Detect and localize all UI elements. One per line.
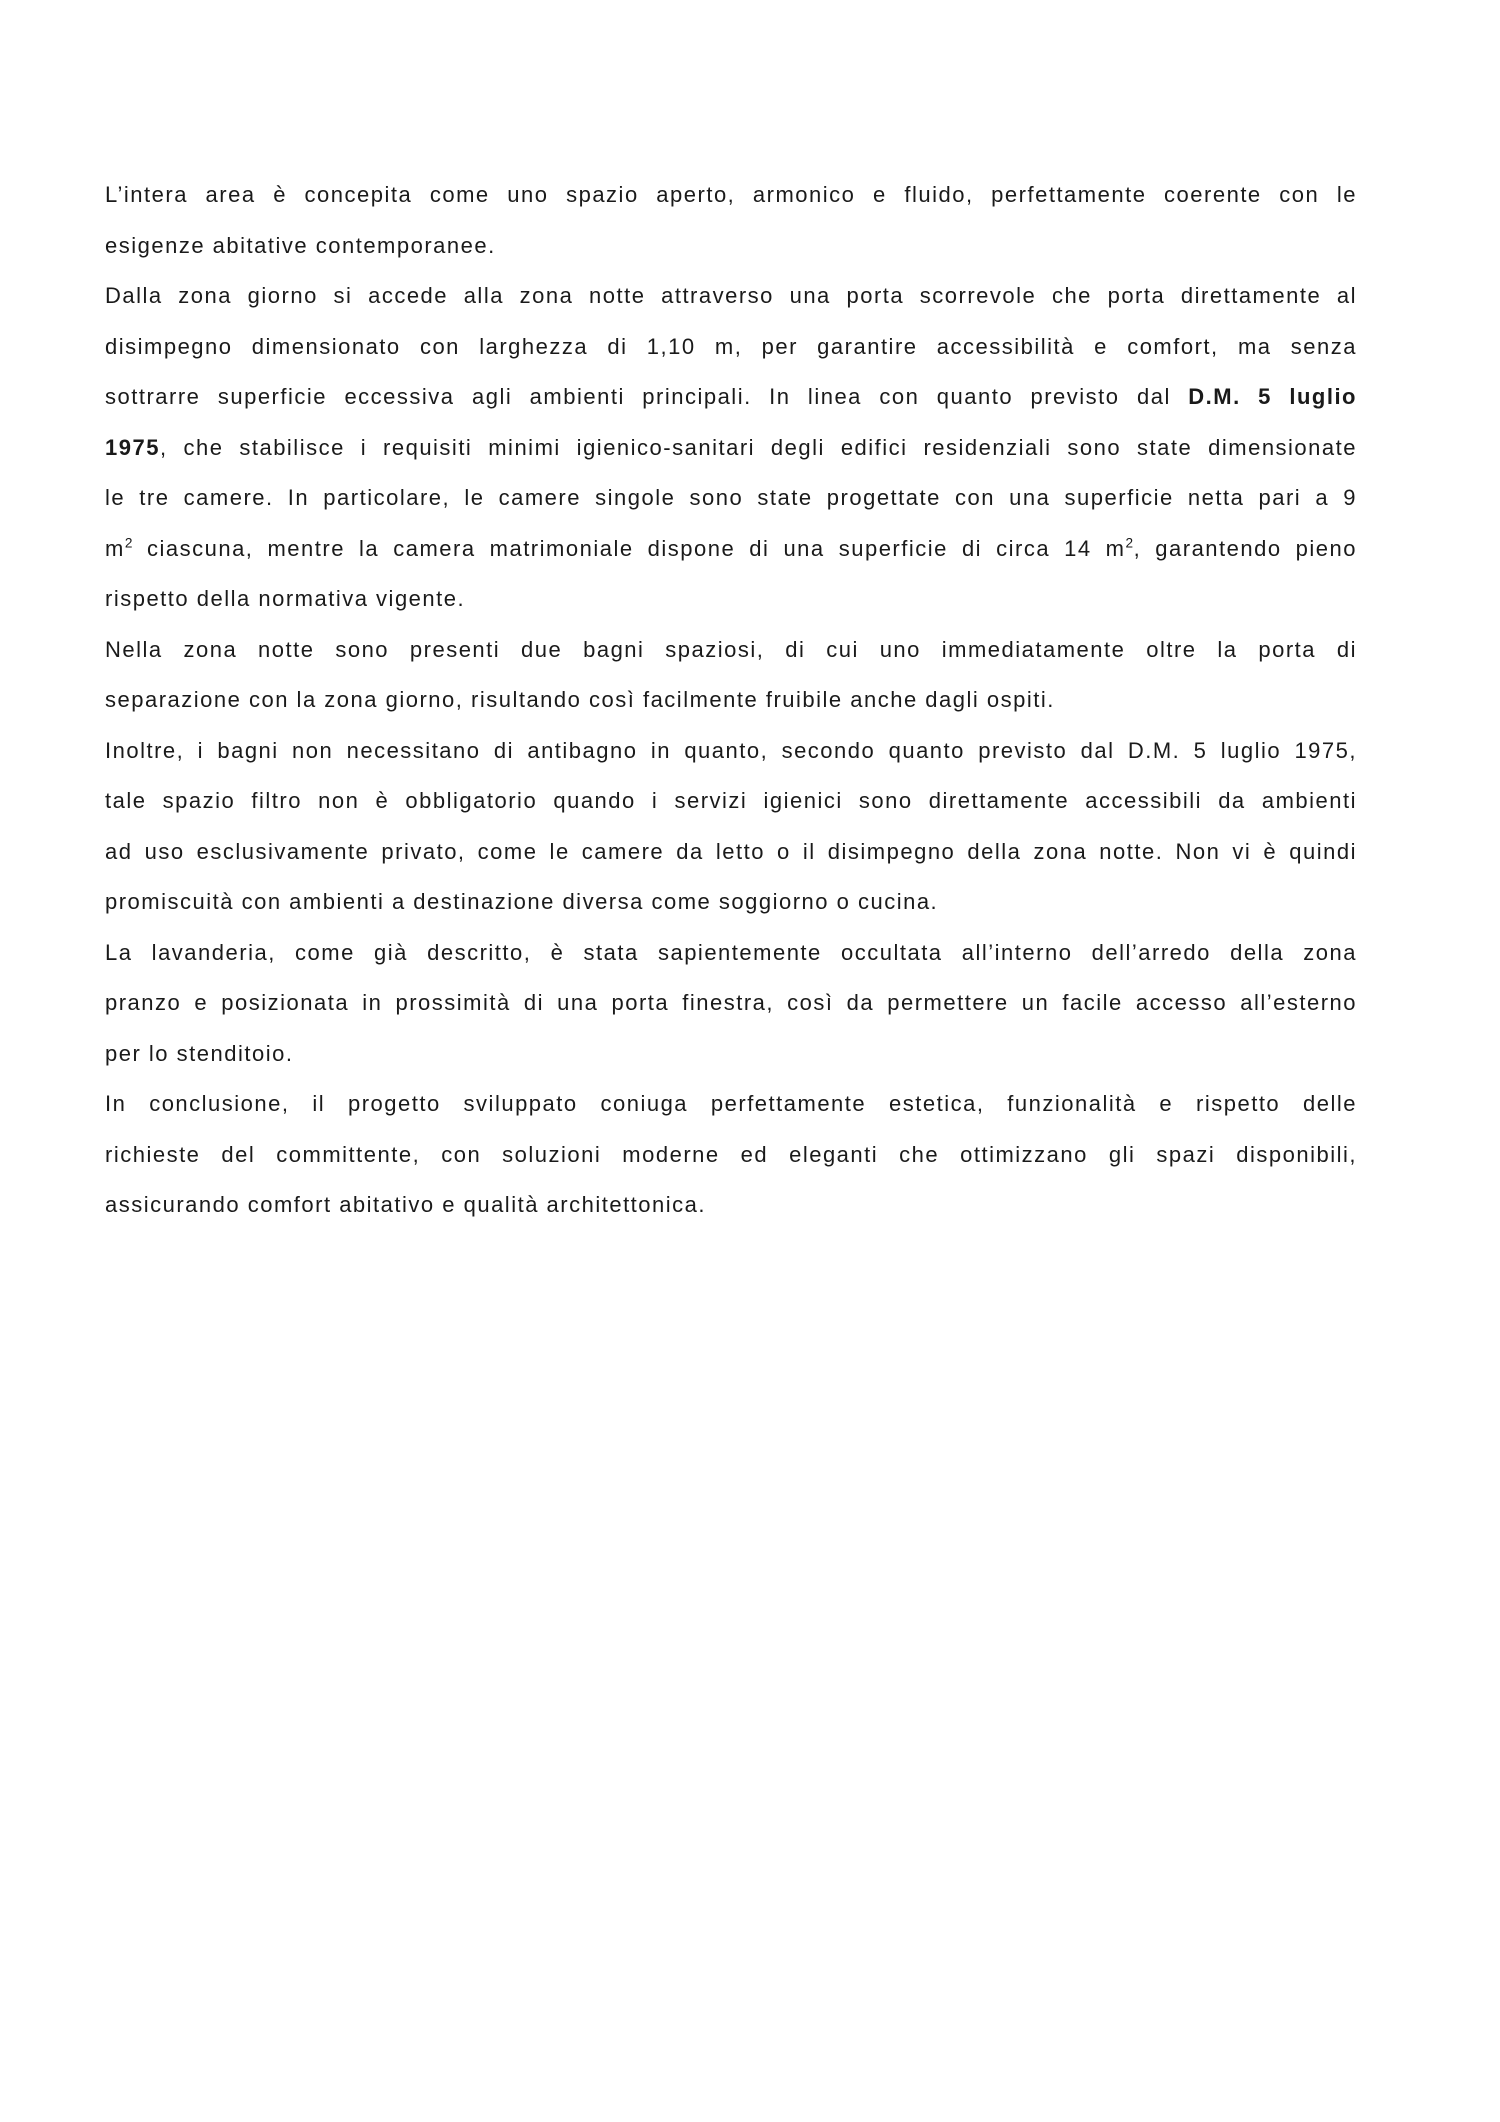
text-run: La lavanderia, come già descritto, è stata sapientemente occultata all’interno dell’arredo della zona <box>105 939 1357 965</box>
paragraph <box>105 625 1357 726</box>
superscript-text: 2 <box>1125 535 1134 551</box>
paragraph <box>105 170 1357 271</box>
paragraph <box>105 1079 1357 1231</box>
text-line <box>105 675 1357 726</box>
text-run: Nella zona notte sono presenti due bagni spaziosi, di cui uno immediatamente oltre la porta di <box>105 636 1357 662</box>
text-run: assicurando comfort abitativo e qualità architettonica. <box>105 1192 707 1217</box>
text-line <box>105 524 1357 575</box>
text-line <box>105 271 1357 322</box>
text-run: , che stabilisce i requisiti minimi igienico-sanitari degli edifici residenziali sono state dimensionate <box>159 434 1357 460</box>
text-line <box>105 726 1357 777</box>
text-line <box>105 1130 1357 1181</box>
text-line <box>105 928 1357 979</box>
text-run: m <box>105 535 125 561</box>
text-line <box>105 423 1357 474</box>
paragraph <box>105 271 1357 625</box>
text-run: L’intera area è concepita come uno spazio aperto, armonico e fluido, perfettamente coerente con le <box>105 182 1357 207</box>
text-line <box>105 827 1357 878</box>
text-line <box>105 170 1357 221</box>
text-run: , garantendo pieno <box>1133 535 1357 561</box>
text-line <box>105 1029 1357 1080</box>
text-line <box>105 978 1357 1029</box>
bold-text: D.M. 5 luglio <box>1188 384 1357 409</box>
text-run: richieste del committente, con soluzioni moderne ed eleganti che ottimizzano gli spazi disponibili, <box>105 1141 1357 1167</box>
text-run: promiscuità con ambienti a destinazione diversa come soggiorno o cucina. <box>105 889 939 914</box>
text-line <box>105 776 1357 827</box>
text-line <box>105 1079 1357 1130</box>
text-line <box>105 625 1357 676</box>
text-line <box>105 473 1357 524</box>
text-line <box>105 574 1357 625</box>
text-run: ad uso esclusivamente privato, come le camere da letto o il disimpegno della zona notte. Non vi è quindi <box>105 838 1357 864</box>
text-run: pranzo e posizionata in prossimità di una porta finestra, così da permettere un facile accesso all’esterno <box>105 990 1357 1015</box>
text-line <box>105 1180 1357 1231</box>
text-run: per lo stenditoio. <box>105 1040 294 1066</box>
text-line <box>105 372 1357 423</box>
text-run: Inoltre, i bagni non necessitano di antibagno in quanto, secondo quanto previsto dal D.M. 5 luglio 1975, <box>105 737 1357 763</box>
text-run: Dalla zona giorno si accede alla zona notte attraverso una porta scorrevole che porta direttamente al <box>105 283 1357 308</box>
text-run: ciascuna, mentre la camera matrimoniale dispone di una superficie di circa 14 m <box>132 535 1126 561</box>
superscript-text: 2 <box>124 535 133 551</box>
text-run: tale spazio filtro non è obbligatorio quando i servizi igienici sono direttamente accessibili da ambienti <box>105 788 1357 813</box>
text-line <box>105 221 1357 272</box>
paragraph <box>105 726 1357 928</box>
text-run: In conclusione, il progetto sviluppato coniuga perfettamente estetica, funzionalità e rispetto delle <box>105 1091 1357 1116</box>
text-run: esigenze abitative contemporanee. <box>105 232 496 258</box>
text-run: le tre camere. In particolare, le camere singole sono state progettate con una superficie netta pari a 9 <box>105 485 1357 510</box>
text-run: sottrarre superficie eccessiva agli ambienti principali. In linea con quanto previsto dal <box>105 384 1189 409</box>
text-run: separazione con la zona giorno, risultando così facilmente fruibile anche dagli ospiti. <box>105 687 1055 712</box>
text-line <box>105 877 1357 928</box>
bold-text: 1975 <box>105 434 160 460</box>
paragraph <box>105 928 1357 1080</box>
text-run: rispetto della normativa vigente. <box>105 586 466 611</box>
document-body <box>105 170 1357 1231</box>
text-run: disimpegno dimensionato con larghezza di 1,10 m, per garantire accessibilità e comfort, ma senza <box>105 333 1357 359</box>
text-line <box>105 322 1357 373</box>
